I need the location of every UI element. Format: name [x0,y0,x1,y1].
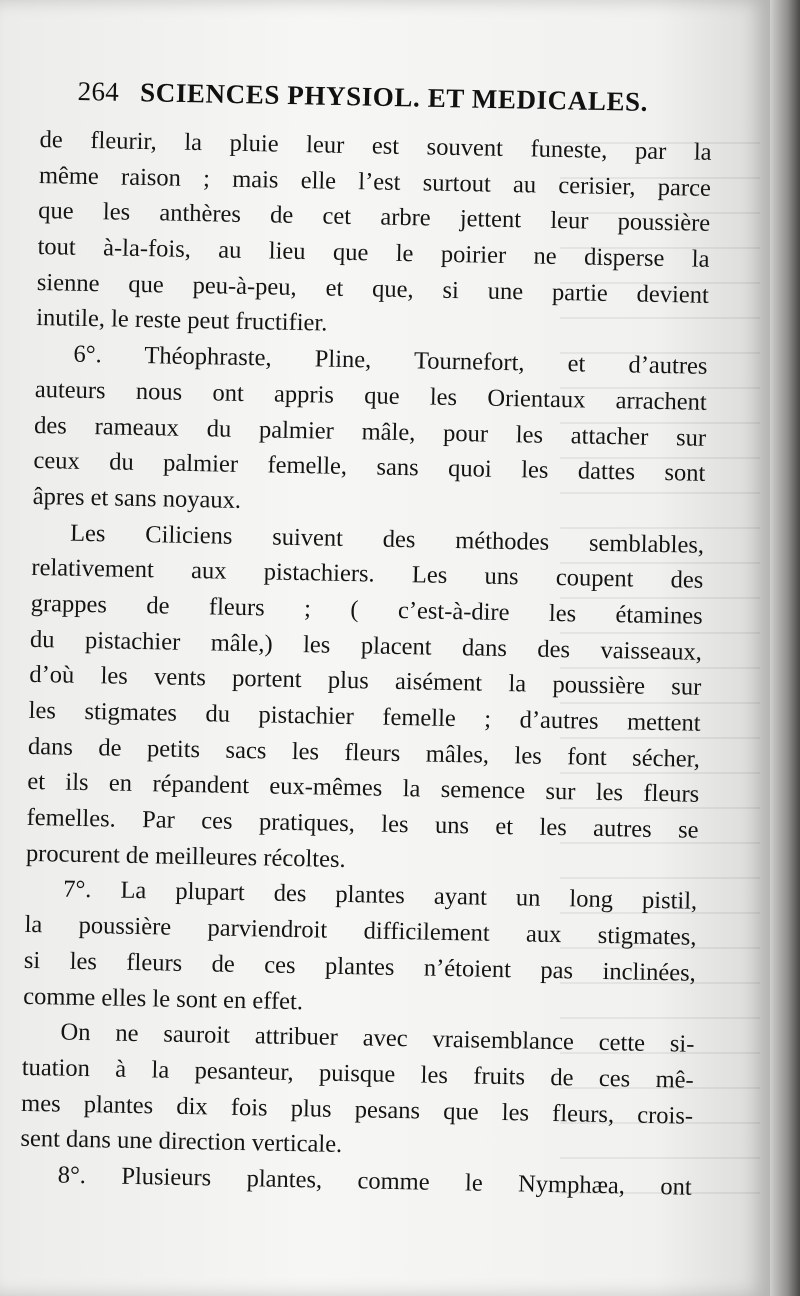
text-line: la poussière parviendroit difficilement aux stigmates, [24,910,697,951]
text-line: sent dans une direction verticale. [20,1125,343,1159]
text-line: de fleurir, la pluie leur est souvent funeste, par la [39,125,712,166]
text-line: que les anthères de cet arbre jettent leur poussière [38,197,711,238]
page-header [77,76,707,119]
text-line: tuation à la pesanteur, puisque les fruits de ces mê- [21,1053,694,1094]
text-line: si les fleurs de ces plantes n’étoient pas inclinées, [23,946,697,987]
text-line: inutile, le reste peut fructifier. [35,304,328,337]
book-gutter [770,0,800,1296]
text-line: même raison ; mais elle l’est surtout au cerisier, parce [38,161,712,202]
text-line: sienne que peu-à-peu, et que, si une partie devient [36,268,710,309]
text-line: âpres et sans noyaux. [32,482,242,514]
text-line: procurent de meilleures récoltes. [25,839,346,873]
paragraph-start-line: 7°. La plupart des plantes ayant un long pistil, [63,876,698,916]
text-line: dans de petits sacs les fleurs mâles, les font sécher, [27,732,701,773]
page-number: 264 [77,76,120,107]
body-text [19,122,711,1205]
text-line: du pistachier mâle,) les placent dans des vaisseaux, [29,625,703,666]
text-line: comme elles le sont en effet. [22,982,304,1015]
text-line: mes plantes dix fois plus pesans que les fleurs, crois- [20,1089,694,1130]
text-line: des rameaux du palmier mâle, pour les attacher sur [33,411,707,452]
paragraph-start-line: 6°. Théophraste, Pline, Tournefort, et d’autres [73,340,708,380]
text-line: ceux du palmier femelle, sans quoi les dattes sont [33,447,706,488]
text-line: relativement aux pistachiers. Les uns coupent des [31,554,704,595]
text-line: d’où les vents portent plus aisément la poussière sur [29,661,702,702]
text-line: tout à-la-fois, au lieu que le poirier ne disperse la [37,233,710,273]
paragraph-start-line: On ne sauroit attribuer avec vraisemblance cette si- [60,1018,695,1058]
paragraph-start-line: Les Ciliciens suivent des méthodes semblables, [69,519,705,559]
text-line: femelles. Par ces pratiques, les uns et les autres se [26,803,699,844]
text-line: grappes de fleurs ; ( c’est-à-dire les étamines [30,589,703,630]
text-line: les stigmates du pistachier femelle ; d’autres mettent [28,696,701,737]
paragraph-start-line: 8°. Plusieurs plantes, comme le Nymphæa, ont [57,1161,692,1201]
text-line: et ils en répandent eux-mêmes la semence sur les fleurs [27,768,700,809]
text-line: auteurs nous ont appris que les Orientaux arrachent [34,375,708,416]
running-title: SCIENCES PHYSIOL. ET MEDICALES. [139,77,649,117]
